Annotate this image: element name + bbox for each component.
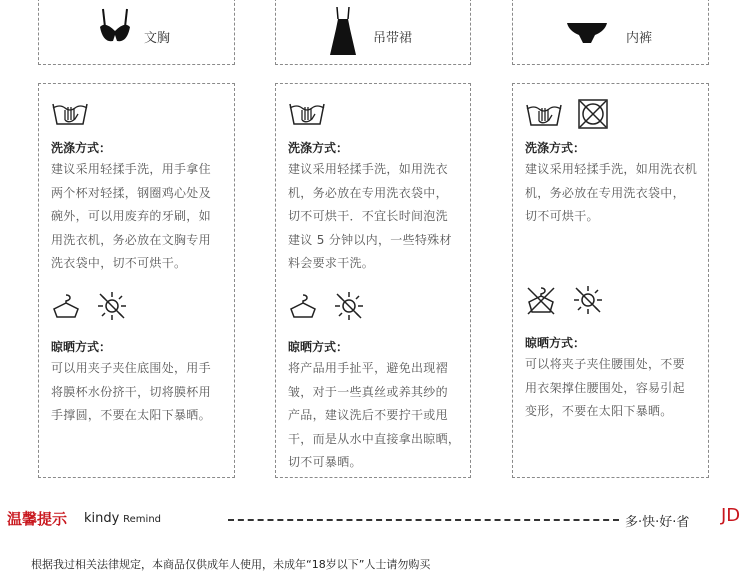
no-sun-icon [571, 283, 605, 317]
garment-box-bra [38, 0, 235, 65]
wash-icon-row [51, 98, 89, 128]
wash-text: 建议采用轻揉手洗，如用洗衣机 机，务必放在专用洗衣袋中， 切不可烘干。 [525, 162, 698, 223]
wash-heading: 洗涤方式： [51, 141, 112, 155]
hang-dry-icon [51, 293, 81, 319]
dry-heading: 晾晒方式： [288, 340, 349, 354]
slip-dress-icon [328, 5, 358, 57]
dashed-divider [228, 519, 619, 521]
age-notice: 根据我过相关法律规定，本商品仅供成年人使用，未成年“18岁以下”人士请勿购买 [31, 558, 431, 571]
no-sun-icon [95, 289, 129, 323]
underwear-icon [565, 19, 609, 45]
dry-text: 将产品用手扯平，避免出现褶 皱，对于一些真丝或养其纱的 产品，建议洗后不要拧干或甩 干，而是从水中直接拿出晾晒， 切不可暴晒。 [288, 361, 461, 469]
hang-dry-icon [288, 293, 318, 319]
bra-icon [97, 7, 133, 49]
dry-icon-row [288, 289, 366, 323]
jd-slogan: 多·快·好·省 [625, 515, 690, 530]
dry-text: 可以用夹子夹住底围处，用手 将膜杯水份挤干，切将膜杯用 手撑圆，不要在太阳下暴晒。 [51, 361, 211, 422]
no-tumble-dry-icon [577, 98, 609, 130]
wash-heading: 洗涤方式： [525, 141, 586, 155]
remind-label: Remind [123, 514, 162, 525]
care-panel-underwear [512, 83, 709, 478]
garment-label: 内裤 [626, 31, 653, 46]
dry-text: 可以将夹子夹住腰围处，不要 用衣架撑住腰围处，容易引起 变形，不要在太阳下暴晒。 [525, 357, 685, 418]
wash-icon-row [525, 98, 609, 130]
dry-icon-row [525, 283, 605, 317]
hand-wash-icon [525, 99, 563, 129]
garment-box-slip-dress [275, 0, 471, 65]
dry-heading: 晾晒方式： [525, 336, 586, 350]
garment-box-underwear [512, 0, 709, 65]
care-panel-bra [38, 83, 235, 478]
no-sun-icon [332, 289, 366, 323]
wash-heading: 洗涤方式： [288, 141, 349, 155]
wash-text: 建议采用轻揉手洗，如用洗衣 机，务必放在专用洗衣袋中， 切不可烘干．不宜长时间泡洗 建议 5 分钟以内，一些特殊材 料会要求干洗。 [288, 162, 452, 270]
wash-icon-row [288, 98, 326, 128]
kindy-remind [84, 511, 161, 526]
garment-label: 吊带裙 [373, 31, 413, 46]
tips-title: 温馨提示 [7, 510, 68, 528]
garment-label: 文胸 [144, 31, 171, 46]
hand-wash-icon [288, 98, 326, 128]
wash-text: 建议采用轻揉手洗，用手拿住 两个杯对轻揉，钢圈鸡心处及 碗外，可以用废弃的牙刷，如 用洗衣机，务必放在文胸专用 洗衣袋中，切不可烘干。 [51, 162, 211, 270]
jd-logo: JD [721, 505, 741, 526]
hand-wash-icon [51, 98, 89, 128]
care-panel-slip-dress [275, 83, 471, 478]
dry-icon-row [51, 289, 129, 323]
brand-name: kindy [84, 511, 120, 526]
no-hang-dry-icon [525, 285, 557, 315]
dry-heading: 晾晒方式： [51, 340, 112, 354]
